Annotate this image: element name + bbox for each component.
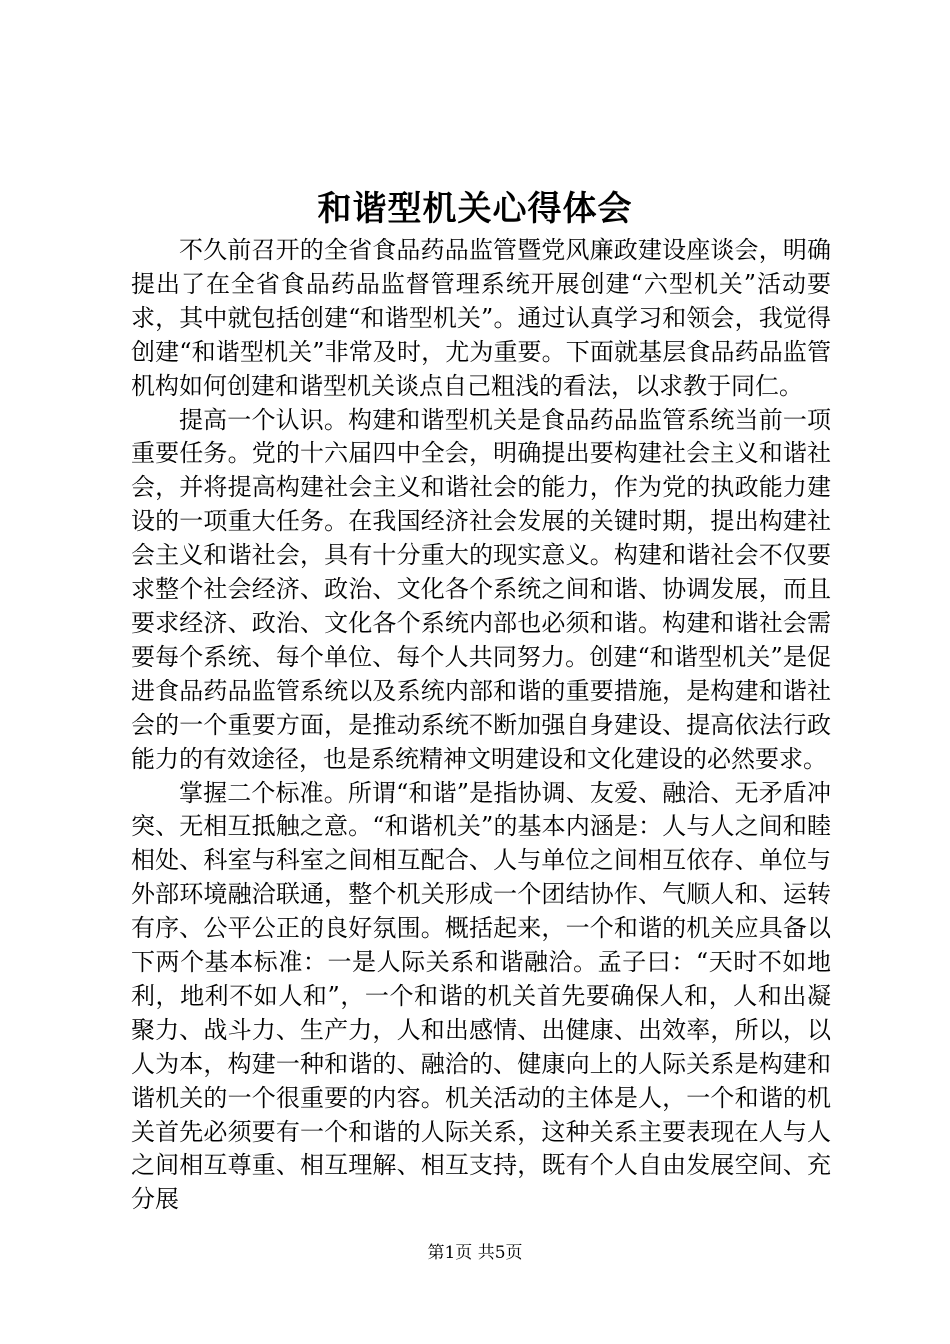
document-body (131, 234, 831, 1217)
paragraph-intro: 不久前召开的全省食品药品监管暨党风廉政建设座谈会，明确提出了在全省食品药品监督管理系统开展创建“六型机关”活动要求，其中就包括创建“和谐型机关”。通过认真学习和领会，我觉得创建“和谐型机关”非常及时，尤为重要。下面就基层食品药品监管机构如何创建和谐型机关谈点自己粗浅的看法，以求教于同仁。 (131, 236, 831, 400)
paragraph-two-standards: 掌握二个标准。所谓“和谐”是指协调、友爱、融洽、无矛盾冲突、无相互抵触之意。“和谐机关”的基本内涵是：人与人之间和睦相处、科室与科室之间相互配合、人与单位之间相互依存、单位与外部环境融洽联通，整个机关形成一个团结协作、气顺人和、运转有序、公平公正的良好氛围。概括起来，一个和谐的机关应具备以下两个基本标准：一是人际关系和谐融洽。孟子曰：“天时不如地利，地利不如人和”，一个和谐的机关首先要确保人和，人和出凝聚力、战斗力、生产力，人和出感情、出健康、出效率，所以，以人为本，构建一种和谐的、融洽的、健康向上的人际关系是构建和谐机关的一个很重要的内容。机关活动的主体是人，一个和谐的机关首先必须要有一个和谐的人际关系，这种关系主要表现在人与人之间相互尊重、相互理解、相互支持，既有个人自由发展空间、充分展 (131, 778, 831, 1214)
paragraph-raise-awareness: 提高一个认识。构建和谐型机关是食品药品监管系统当前一项重要任务。党的十六届四中全会，明确提出要构建社会主义和谐社会，并将提高构建社会主义和谐社会的能力，作为党的执政能力建设的一项重大任务。在我国经济社会发展的关键时期，提出构建社会主义和谐社会，具有十分重大的现实意义。构建和谐社会不仅要求整个社会经济、政治、文化各个系统之间和谐、协调发展，而且要求经济、政治、文化各个系统内部也必须和谐。构建和谐社会需要每个系统、每个单位、每个人共同努力。创建“和谐型机关”是促进食品药品监管系统以及系统内部和谐的重要措施，是构建和谐社会的一个重要方面，是推动系统不断加强自身建设、提高依法行政能力的有效途径，也是系统精神文明建设和文化建设的必然要求。 (131, 405, 831, 773)
document-title: 和谐型机关心得体会 (317, 189, 633, 229)
page-footer: 第1页 共5页 (427, 1243, 523, 1263)
